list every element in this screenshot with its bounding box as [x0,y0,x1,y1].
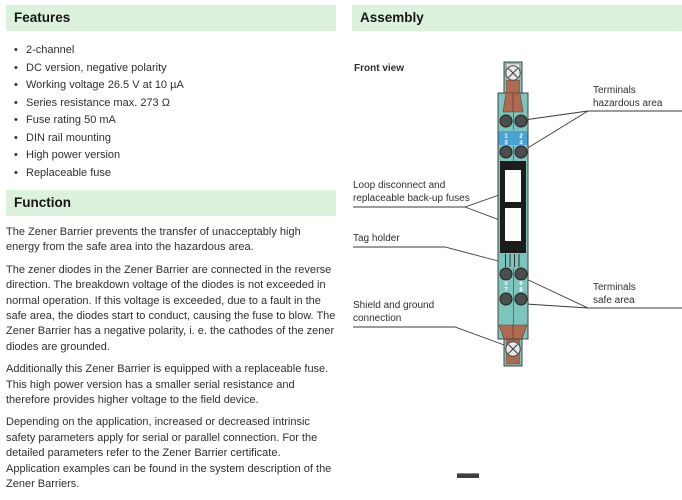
feature-item [6,147,336,165]
terminal-screw-3 [500,146,512,158]
feature-item [6,77,336,95]
terminal-number: 3 [504,140,508,147]
callout-line: hazardous area [593,98,663,109]
fuse-window-1 [505,170,521,202]
callout-line: Terminals [593,85,636,96]
feature-item [6,42,336,60]
function-paragraph: The Zener Barrier prevents the transfer of unacceptably high energy from the safe area into the hazardous area. [6,226,301,254]
function-paragraph: Depending on the application, increased or decreased intrinsic safety parameters apply for serial or parallel connection. For the detailed parameters refer to the Zener Barrier certificate. Application examples can be found in the system description of the Zener Barriers. [6,416,332,491]
terminal-number: 2 [519,134,523,140]
assembly-title: Assembly [360,10,424,25]
function-paragraph: The zener diodes in the Zener Barrier are connected in the reverse direction. The breakdown voltage of the diodes is not exceeded in normal operation. If this voltage is exceeded, due to a fault in the safe area, the diodes start to conduct, causing the fuse to blow. The Zener Barrier has a negative polarity, i. e. the cathodes of the zener diodes are grounded. [6,263,336,353]
callout-loop-disconnect [353,179,470,205]
bullet-icon: • [14,61,18,74]
callout-line: safe area [593,295,635,306]
features-title: Features [14,10,71,25]
callout-line: Tag holder [353,233,400,244]
bullet-icon: • [14,166,18,179]
feature-text: High power version [26,149,121,161]
leader-tag-holder [353,247,502,262]
terminal-number: 5 [504,281,508,287]
hazardous-number-band [499,131,528,145]
callout-shield-ground [353,299,434,325]
assembly-diagram [352,36,682,480]
bullet-icon: • [14,149,18,161]
feature-item [6,60,336,78]
assembly-header [352,5,682,31]
bullet-icon: • [14,96,18,109]
feature-item [6,112,336,130]
function-body [6,225,336,493]
feature-text: Working voltage 26.5 V at 10 µA [26,79,184,91]
callout-terminals-safe [593,281,636,307]
function-title: Function [14,195,71,210]
callout-line: Loop disconnect and [353,180,446,191]
bullet-icon: • [14,114,18,126]
terminal-screw-8 [515,293,527,305]
leader-terminals-hazardous [524,111,682,149]
callout-line: Terminals [593,282,636,293]
zener-barrier-device [498,62,528,366]
callout-line: Shield and ground [353,300,435,311]
left-column [6,5,336,500]
feature-item [6,130,336,148]
right-column-header [352,5,682,31]
terminal-screw-7 [500,293,512,305]
terminal-number: 7 [504,287,508,294]
terminal-number: 4 [519,140,523,147]
features-header [6,5,336,31]
fuse-window-2 [505,208,521,241]
terminal-screw-4 [515,146,527,158]
feature-text: Replaceable fuse [26,166,112,179]
front-view-label [354,62,404,75]
feature-text: DC version, negative polarity [26,61,167,74]
feature-text: Series resistance max. 273 Ω [26,96,170,109]
callout-line: connection [353,313,402,324]
feature-text: 2-channel [26,44,75,56]
function-header [6,190,336,216]
callout-line: replaceable back-up fuses [353,193,470,204]
feature-item [6,165,336,183]
front-view-text: Front view [354,63,405,74]
feature-text: Fuse rating 50 mA [26,114,116,126]
feature-item [6,95,336,113]
top-copper-clamp [507,80,520,93]
terminal-screw-6 [515,268,527,280]
bullet-icon: • [14,44,18,56]
page-footer-mark [457,473,479,478]
function-paragraph: Additionally this Zener Barrier is equipped with a replaceable fuse. This high power version has a smaller serial resistance and therefore provides higher voltage to the field device. [6,363,329,407]
callout-terminals-hazardous [593,84,663,110]
feature-text: DIN rail mounting [26,131,111,144]
terminal-screw-5 [500,268,512,280]
callout-tag-holder [353,232,400,245]
leader-shield-ground [353,327,507,346]
terminal-number: 1 [504,134,508,140]
terminal-screw-1 [500,115,512,127]
terminal-number: 6 [519,281,523,287]
features-list [6,42,336,182]
terminal-screw-2 [515,115,527,127]
terminal-number: 8 [519,287,523,294]
bullet-icon: • [14,79,18,91]
bullet-icon: • [14,131,18,144]
